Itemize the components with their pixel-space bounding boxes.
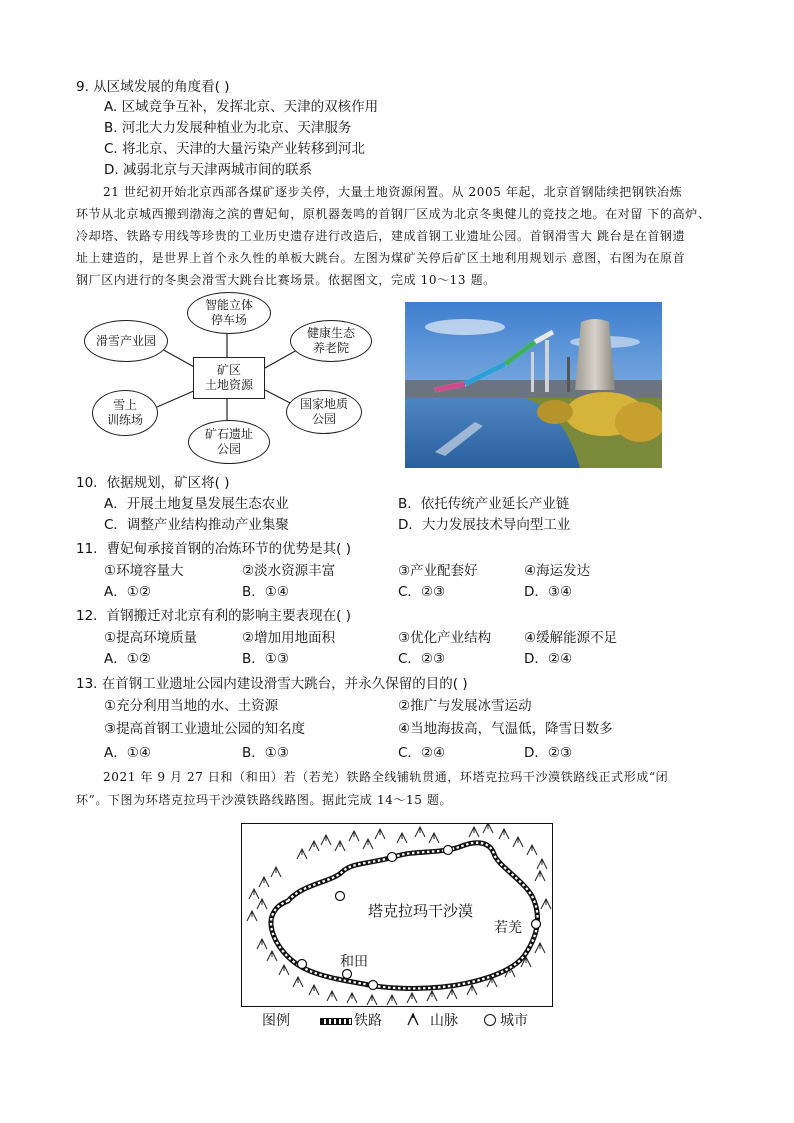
question-11-option-a: A．①② — [104, 584, 151, 600]
question-12-item-4: ④缓解能源不足 — [524, 630, 618, 646]
city-marker — [336, 892, 345, 901]
mountain-symbol — [309, 841, 319, 851]
mountain-symbol — [375, 829, 385, 839]
question-9-stem: 9. 从区域发展的角度看( ) — [76, 79, 230, 95]
map-legend — [262, 1010, 552, 1032]
question-12-option-a: A．①② — [104, 651, 151, 667]
mountain-symbol — [467, 985, 477, 995]
mountain-symbol — [259, 877, 269, 887]
passage-1-line-1: 21 世纪初开始北京西部各煤矿逐步关停，大量土地资源闲置。从 2005 年起，北京首钢陆续把钢铁冶炼 — [103, 185, 683, 199]
diagram-node-nursing-home: 健康生态 养老院 — [290, 320, 372, 362]
question-13-option-c: C．②④ — [398, 745, 446, 761]
question-12-item-3: ③优化产业结构 — [398, 630, 492, 646]
question-12-option-d: D．②④ — [524, 651, 573, 667]
question-10-stem: 10．依据规划，矿区将( ) — [76, 475, 230, 491]
legend-title: 图例 — [262, 1013, 290, 1029]
railway-map-canvas — [242, 824, 552, 1006]
desert-label: 塔克拉玛干沙漠 — [368, 902, 474, 920]
legend-city-label: 城市 — [500, 1013, 528, 1029]
passage-1-line-2: 环节从北京城西搬到渤海之滨的曹妃甸，原机器轰鸣的首钢厂区成为北京冬奥健儿的竞技之地。在对留 下的高炉、 — [76, 207, 711, 221]
city-marker — [298, 960, 307, 969]
city-marker — [444, 846, 453, 855]
mountain-symbol — [415, 827, 425, 837]
diagram-node-ski-park: 滑雪产业园 — [84, 320, 168, 362]
mountain-symbol — [349, 831, 359, 841]
mountain-symbol — [535, 871, 545, 881]
mountain-symbol — [483, 824, 493, 833]
question-9-option-a: A. 区域竞争互补，发挥北京、天津的双核作用 — [104, 99, 379, 115]
mountain-symbol — [347, 993, 357, 1003]
mountain-symbol — [429, 833, 439, 843]
question-11-item-4: ④海运发达 — [524, 563, 591, 579]
mountain-symbol — [327, 991, 337, 1001]
mountain-symbol — [297, 849, 307, 859]
question-9-option-c: C. 将北京、天津的大量污染产业转移到河北 — [104, 141, 366, 157]
diagram-center-land-resources: 矿区 土地资源 — [193, 357, 265, 399]
diagram-node-mine-heritage-park: 矿石遗址 公园 — [188, 420, 270, 464]
mountain-symbol — [249, 889, 259, 899]
ski-jump-photo — [405, 302, 662, 468]
mountain-symbol — [257, 899, 267, 909]
mountain-symbol — [257, 939, 267, 949]
legend-mountain-icon — [406, 1011, 420, 1031]
mountain-symbol — [447, 989, 457, 999]
question-11-option-c: C．②③ — [398, 584, 446, 600]
question-12-item-2: ②增加用地面积 — [242, 630, 336, 646]
mountain-symbol — [247, 911, 257, 921]
question-13-item-3: ③提高首钢工业遗址公园的知名度 — [104, 721, 306, 737]
mountain-symbol — [279, 965, 289, 975]
mountain-symbol — [499, 829, 509, 839]
mountain-symbol — [513, 837, 523, 847]
passage-1-line-4: 址上建造的，是世界上首个永久性的单板大跳台。左图为煤矿关停后矿区土地利用规划示 意图，右图为在原首 — [76, 251, 686, 265]
question-13-item-1: ①充分利用当地的水、土资源 — [104, 698, 279, 714]
legend-railway-icon — [320, 1018, 352, 1025]
mountain-symbol — [367, 995, 377, 1005]
mountain-symbol — [267, 951, 277, 961]
question-10-option-d: D．大力发展技术导向型工业 — [398, 517, 571, 533]
legend-mountain-label: 山脉 — [430, 1013, 458, 1029]
legend-city-icon — [484, 1014, 496, 1026]
city-marker — [532, 920, 541, 929]
mountain-symbol — [541, 899, 551, 909]
mountain-symbol — [363, 839, 373, 849]
question-13-option-a: A．①④ — [104, 745, 151, 761]
passage-1-line-3: 冷却塔、铁路专用线等珍贵的工业历史遗存进行改造后，建成首钢工业遗址公园。首钢滑雪大 跳台是在首钢遗 — [76, 229, 686, 243]
question-13-item-4: ④当地海拔高，气温低，降雪日数多 — [398, 721, 613, 737]
question-13-option-b: B．①③ — [242, 745, 289, 761]
question-11-item-3: ③产业配套好 — [398, 563, 478, 579]
legend-railway-label: 铁路 — [354, 1013, 382, 1029]
question-11-item-2: ②淡水资源丰富 — [242, 563, 336, 579]
question-10-option-b: B．依托传统产业延长产业链 — [398, 496, 570, 512]
question-11-item-1: ①环境容量大 — [104, 563, 184, 579]
question-12-option-b: B．①③ — [242, 651, 289, 667]
mountain-symbol — [427, 991, 437, 1001]
question-9-option-b: B. 河北大力发展种植业为北京、天津服务 — [104, 120, 352, 136]
question-10-option-a: A．开展土地复垦发展生态农业 — [104, 496, 289, 512]
city-marker — [369, 981, 378, 990]
city-label-hotan: 和田 — [340, 954, 368, 970]
mountain-symbol — [535, 943, 545, 953]
mountain-symbol — [321, 835, 331, 845]
mountain-symbol — [397, 833, 407, 843]
mountain-symbol — [469, 827, 479, 837]
city-label-ruoqiang: 若羌 — [494, 920, 522, 936]
mountain-symbol — [387, 995, 397, 1005]
question-11-option-d: D．③④ — [524, 584, 573, 600]
passage-2-line-1: 2021 年 9 月 27 日和（和田）若（若羌）铁路全线铺轨贯通，环塔克拉玛干沙漠铁路线正式形成“闭 — [103, 770, 669, 784]
mountain-symbol — [537, 859, 547, 869]
question-11-option-b: B．①④ — [242, 584, 289, 600]
question-12-option-c: C．②③ — [398, 651, 446, 667]
question-12-stem: 12．首钢搬迁对北京有利的影响主要表现在( ) — [76, 608, 352, 624]
passage-1-line-5: 钢厂区内进行的冬奥会滑雪大跳台比赛场景。依据图文，完成 10～13 题。 — [76, 273, 496, 287]
mountain-symbol — [271, 867, 281, 877]
diagram-node-parking: 智能立体 停车场 — [187, 292, 271, 334]
diagram-node-snow-training: 雪上 训练场 — [92, 390, 158, 436]
city-marker — [388, 853, 397, 862]
mountain-symbol — [309, 985, 319, 995]
question-10-option-c: C．调整产业结构推动产业集聚 — [104, 517, 289, 533]
question-13-item-2: ②推广与发展冰雪运动 — [398, 698, 532, 714]
diagram-node-geopark: 国家地质 公园 — [286, 390, 362, 434]
land-use-diagram — [82, 290, 372, 465]
question-13-stem: 13. 在首钢工业遗址公园内建设滑雪大跳台，并永久保留的目的( ) — [76, 676, 468, 692]
railway-map — [241, 823, 553, 1007]
question-12-item-1: ①提高环境质量 — [104, 630, 198, 646]
city-marker — [343, 970, 352, 979]
passage-2-line-2: 环”。下图为环塔克拉玛干沙漠铁路线路图。据此完成 14～15 题。 — [76, 793, 453, 807]
mountain-symbol — [527, 845, 537, 855]
question-13-option-d: D．②③ — [524, 745, 573, 761]
question-11-stem: 11．曹妃甸承接首钢的冶炼环节的优势是其( ) — [76, 541, 352, 557]
mountain-symbol — [407, 993, 417, 1003]
mountain-symbol — [335, 841, 345, 851]
question-9-option-d: D. 减弱北京与天津两城市间的联系 — [104, 162, 312, 178]
mountain-symbol — [293, 977, 303, 987]
